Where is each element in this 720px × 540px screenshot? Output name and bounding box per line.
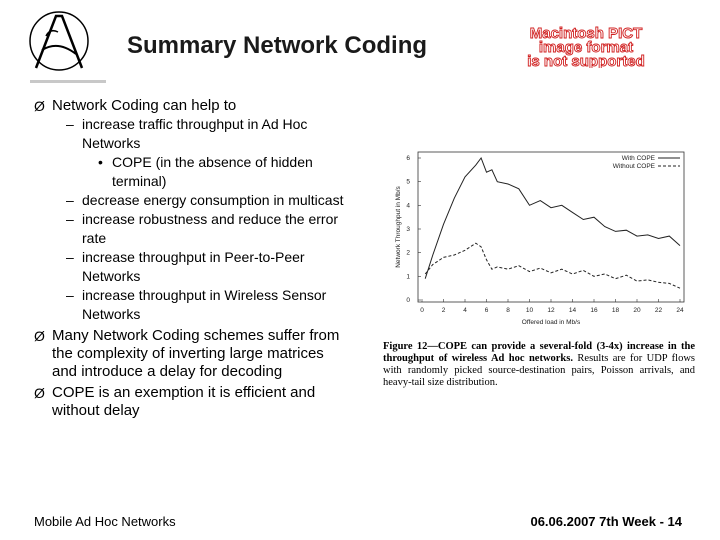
bullet-item — [34, 97, 352, 115]
x-tick-label: 2 — [441, 307, 446, 314]
caption-rest: Results are for UDP flows with randomly picked source-destination pairs, Poisson arrivals, and heavy-tail size distribution. — [383, 353, 695, 388]
y-axis-label: Network Throughput in Mb/s — [395, 186, 402, 268]
x-tick-label: 0 — [420, 307, 424, 314]
institution-logo — [28, 10, 90, 72]
dash-bullet-icon: – — [66, 249, 74, 265]
sub-bullet-item — [34, 191, 352, 210]
y-tick-label: 6 — [406, 155, 410, 162]
bullet-text: COPE is an exemption it is efficient and without delay — [52, 384, 316, 419]
y-tick-label: 0 — [406, 297, 410, 304]
bullet-text: COPE (in the absence of hidden terminal) — [112, 154, 313, 189]
bullet-text: increase throughput in Wireless Sensor Networks — [82, 287, 327, 322]
x-axis-label: Offered load in Mb/s — [521, 319, 581, 326]
pict-line-2: image format — [538, 39, 634, 56]
x-tick-label: 4 — [463, 307, 467, 314]
x-tick-label: 6 — [484, 307, 489, 314]
footer-date-page: 06.06.2007 7th Week - 14 — [530, 514, 682, 529]
y-tick-label: 1 — [406, 273, 410, 281]
bullet-text: increase robustness and reduce the error rate — [82, 211, 339, 246]
arrow-bullet-icon: Ø — [34, 385, 45, 401]
x-tick-label: 16 — [590, 307, 598, 314]
pict-line-3: is not supported — [527, 53, 645, 68]
legend-label-with-cope: With COPE — [621, 155, 655, 162]
bullet-text: increase throughput in Peer-to-Peer Networks — [82, 249, 305, 284]
dash-bullet-icon: – — [66, 192, 74, 208]
x-tick-label: 12 — [547, 307, 555, 314]
x-tick-label: 8 — [506, 307, 510, 314]
sub-bullet-item — [34, 115, 352, 153]
bullet-item — [34, 384, 352, 420]
pict-line-1: Macintosh PICT — [529, 25, 643, 42]
y-tick-label: 2 — [406, 249, 410, 257]
bullet-text: decrease energy consumption in multicast — [82, 192, 344, 208]
dash-bullet-icon: – — [66, 211, 74, 227]
x-tick-label: 24 — [676, 307, 684, 314]
x-tick-label: 14 — [568, 307, 577, 314]
sub-bullet-item — [34, 210, 352, 248]
x-tick-label: 20 — [633, 307, 641, 314]
x-tick-label: 22 — [654, 307, 663, 314]
figure-caption — [383, 341, 695, 389]
sub-bullet-item — [34, 248, 352, 286]
series-line-without-cope — [425, 243, 680, 288]
footer-course: Mobile Ad Hoc Networks — [34, 514, 176, 529]
series-line-with-cope — [425, 158, 680, 279]
y-tick-label: 4 — [406, 202, 410, 210]
pict-unsupported-placeholder — [472, 24, 700, 68]
caption-bold: Figure 12—COPE can provide a several-fold (3-4x) increase in the throughput of wireless Ad hoc networks. — [383, 341, 695, 364]
sub-sub-bullet-item — [34, 153, 352, 191]
x-tick-label: 10 — [525, 307, 534, 314]
y-tick-label: 3 — [406, 226, 410, 233]
dash-bullet-icon: – — [66, 287, 74, 303]
arrow-bullet-icon: Ø — [34, 328, 45, 344]
title-rule — [30, 80, 106, 83]
y-tick-label: 5 — [406, 178, 410, 186]
bullet-item — [34, 327, 352, 381]
bullet-text: Network Coding can help to — [52, 97, 237, 114]
page-title: Summary Network Coding — [127, 32, 428, 59]
chart-legend — [613, 155, 680, 170]
dash-bullet-icon: – — [66, 116, 74, 132]
plot-frame — [418, 152, 684, 302]
bullet-text: Many Network Coding schemes suffer from the complexity of inverting large matrices and introduce a delay for decoding — [52, 327, 340, 380]
legend-label-without-cope: Without COPE — [612, 163, 655, 170]
arrow-bullet-icon: Ø — [34, 98, 45, 114]
sub-bullet-item — [34, 286, 352, 324]
dot-bullet-icon: • — [98, 154, 103, 170]
bullet-text: increase traffic throughput in Ad Hoc Networks — [82, 116, 308, 151]
bullet-list — [34, 94, 352, 420]
x-tick-label: 18 — [611, 307, 620, 314]
